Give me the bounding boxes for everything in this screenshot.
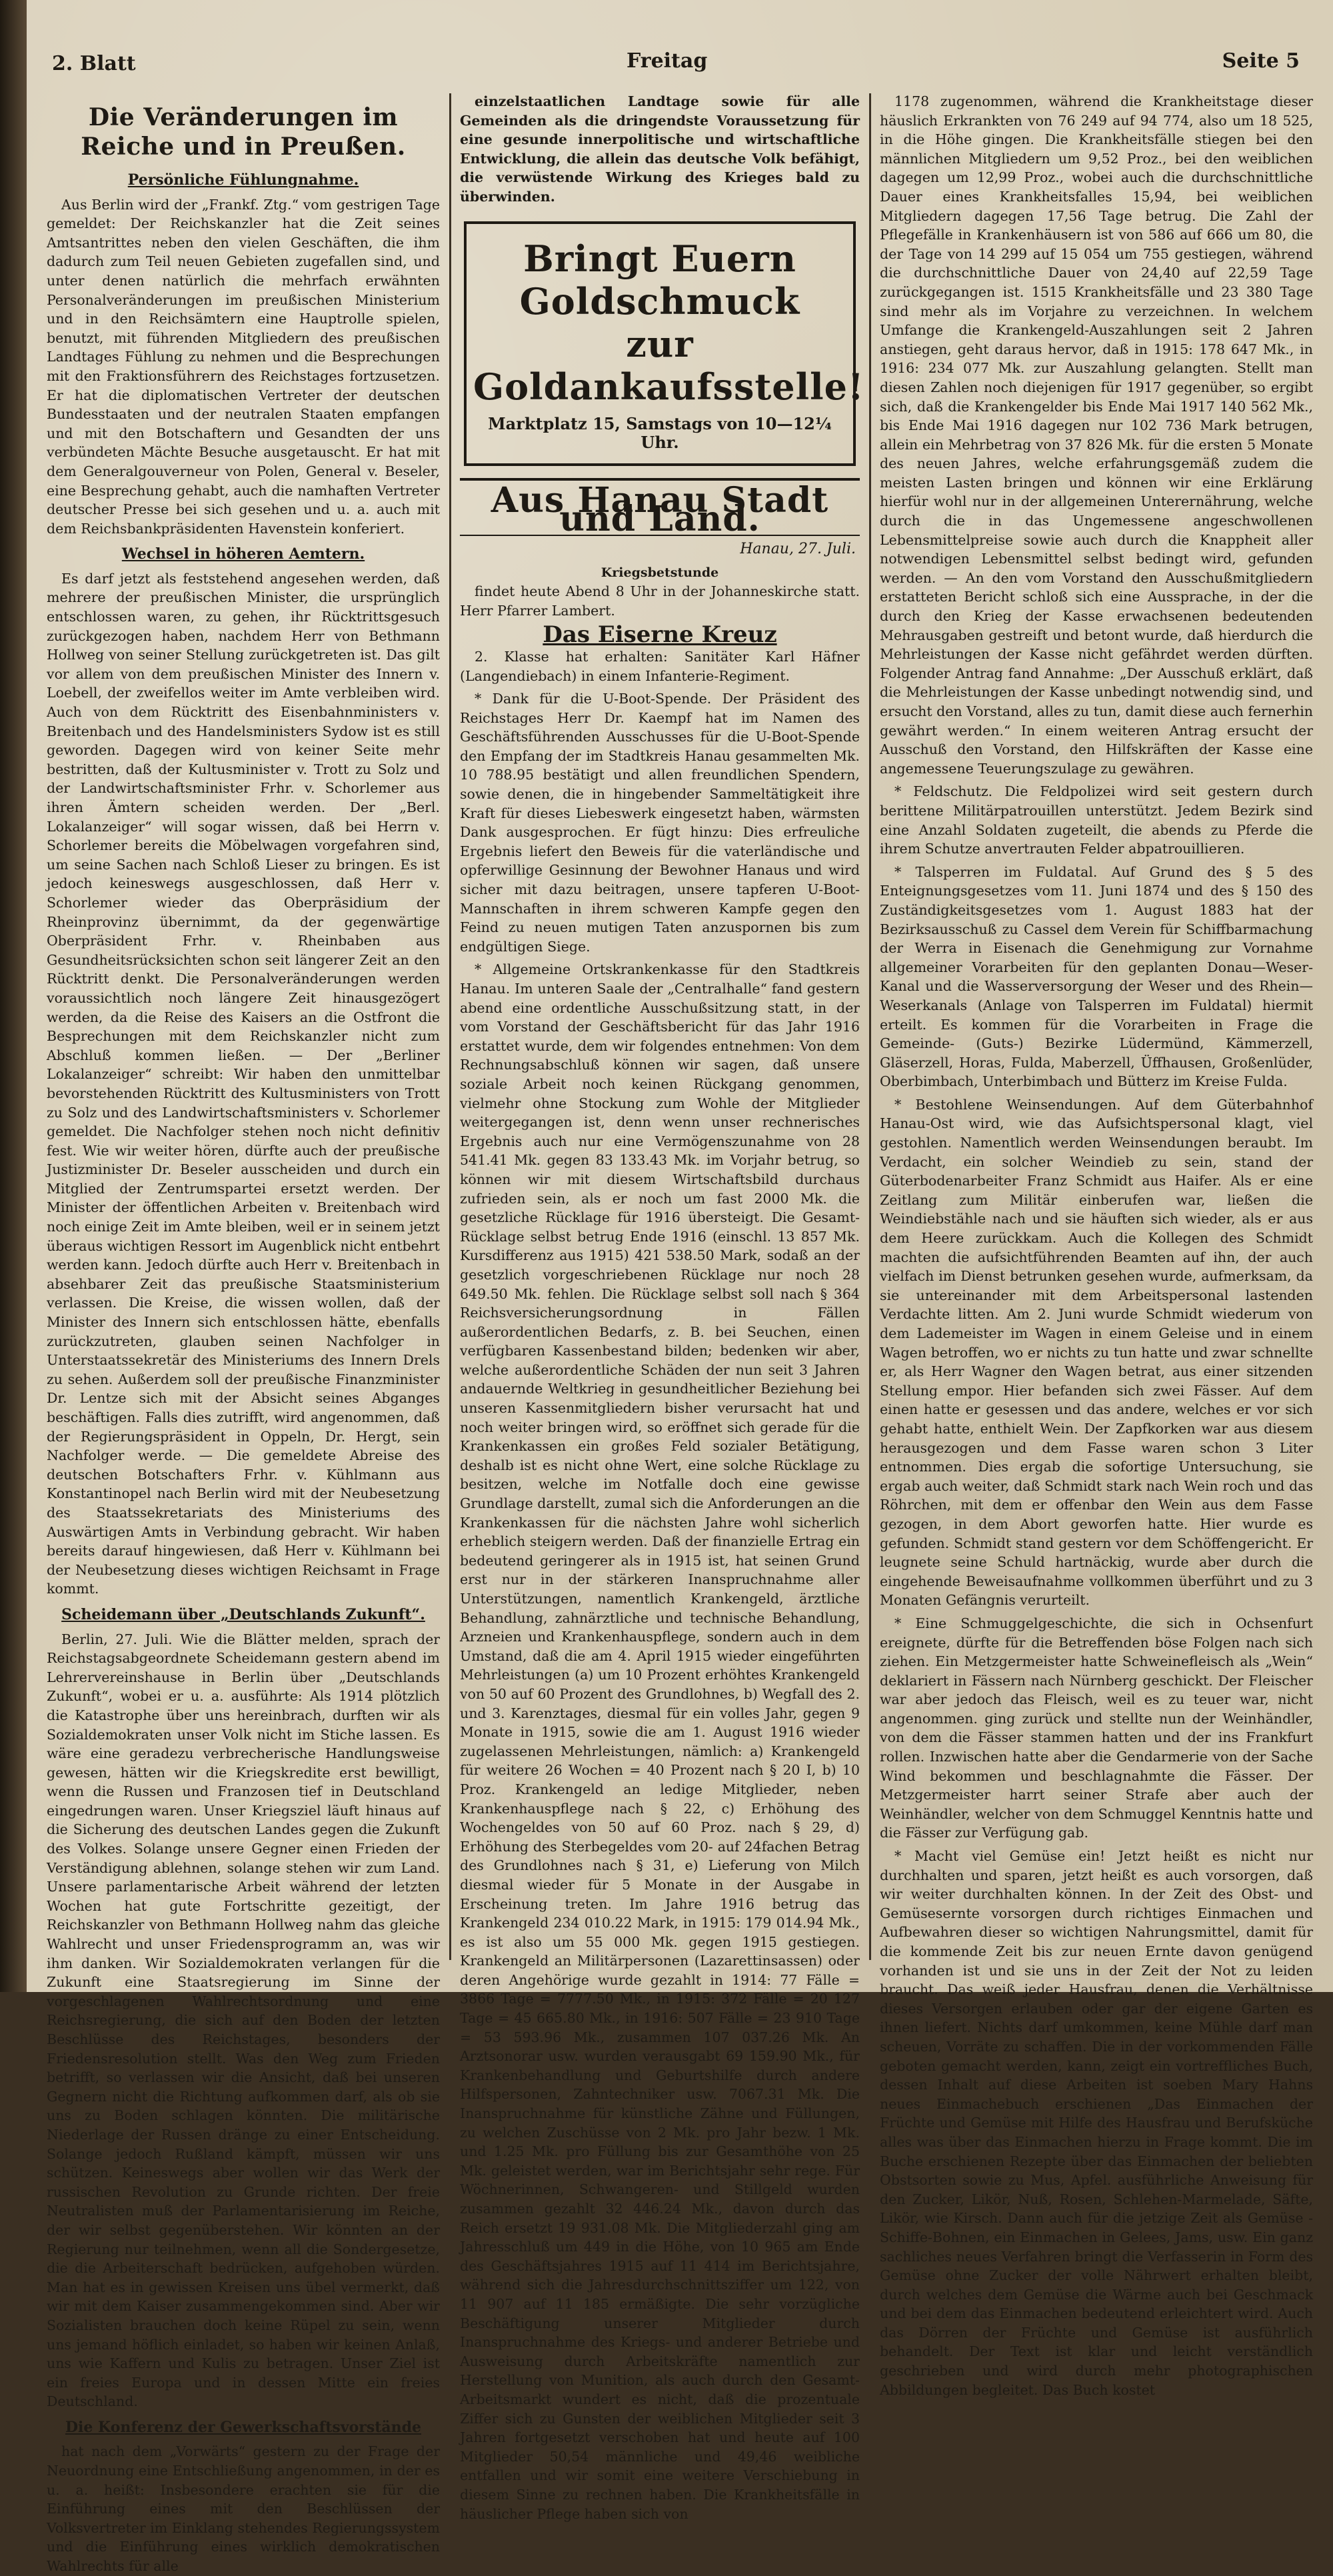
header-page-number: Seite 5 [1222, 49, 1300, 73]
column-1 [47, 93, 440, 2575]
article-paragraph: 2. Klasse hat erhalten: Sanitäter Karl Häfner (Langendiebach) in einem Infanterie-Regiment. [460, 648, 860, 684]
gold-advertisement [464, 221, 864, 466]
local-news-heading: Aus Hanau Stadt und Land. [460, 478, 860, 536]
article-paragraph: * Allgemeine Ortskrankenkasse für den Stadtkreis Hanau. Im unteren Saale der „Centralhalle“ fand gestern abend eine ordentliche Ausschußsitzung statt, in der vom Vorstand der Geschäftsbericht für das Jahr 1916 erstattet wurde, dem wir folgendes entnehmen: Von dem Rechnungsabschluß können wir sagen, daß unsere soziale Arbeit noch keinen Rückgang genommen, vielmehr ohne Stockung zum Wohle der Mitglieder weitergegangen ist, denn wenn unser rechnerisches Ergebnis auch nur eine Vermögenszunahme von 28 541.41 Mk. gegen 83 133.43 Mk. im Vorjahr betrug, so können wir mit diesem Wirtschaftsbild durchaus zufrieden sein, als er noch um fast 2000 Mk. die gesetzliche Rücklage für 1916 übersteigt. Die Gesamt-Rücklage selbst betrug Ende 1916 (einschl. 13 857 Mk. Kursdifferenz aus 1915) 421 538.50 Mark, sodaß an der gesetzlich vorgeschriebenen Rücklage nur noch 28 649.50 Mk. fehlen. Die Rücklage selbst soll nach § 364 Reichsversicherungsordnung in Fällen außerordentlichen Bedarfs, z. B. bei Seuchen, einen verfügbaren Kassenbestand bilden; bedenken wir aber, welche außerordentliche Schäden der nun seit 3 Jahren andauernde Weltkrieg in gesundheitlicher Beziehung bei unseren Kassenmitgliedern bisher verursacht hat und noch weiter bringen wird, so eröffnet sich gerade für die Krankenkassen ein großes Feld sozialer Betätigung, deshalb ist es nicht ohne Wert, eine solche Rücklage zu besitzen, welche im Notfalle doch eine gewisse Grundlage darstellt, zumal sich die Anforderungen an die Krankenkassen für die nächsten Jahre wohl sicherlich erheblich steigern werden. Daß der finanzielle Ertrag ein bedeutend geringerer als in 1915 ist, hat seinen Grund erst nur in der stärkeren Inanspruchnahme aller Unterstützungen, namentlich Krankengeld, ärztliche Behandlung, zahnärztliche und technische Behandlung, Arzneien und Krankenhauspflege, sondern auch in dem Umstand, daß die am 4. April 1915 wieder eingeführten Mehrleistungen (a) um 10 Prozent erhöhtes Krankengeld von 50 auf 60 Prozent des Grundlohnes, b) Wegfall des 2. und 3. Karenztages, diesmal für ein volles Jahr, gegen 9 Monate in 1915, sowie die am 1. August 1916 wieder zugelassenen Mehrleistungen, nämlich: a) Krankengeld für weitere 26 Wochen = 40 Prozent nach § 20 I, b) 10 Proz. Krankengeld an ledige Mitglieder, neben Krankenhauspflege nach § 22, c) Erhöhung des Wochengeldes von 50 auf 60 Proz. nach § 29, d) Erhöhung des Sterbegeldes vom 20- auf 24fachen Betrag des Grundlohnes nach § 31, e) Lieferung von Milch diesmal wieder für 5 Monate in der Ausgabe in Erscheinung treten. Im Jahre 1916 betrug das Krankengeld 234 010.22 Mark, in 1915: 179 014.94 Mk., es ist also um 55 000 Mk. gegen 1915 gestiegen. Krankengeld an Militärpersonen (Lazarettinsassen) oder deren Angehörige wurde gezahlt in 1914: 77 Fälle = 3866 Tage = 7777.50 Mk., in 1915: 372 Fälle = 20 127 Tage = 45 665.80 Mk., in 1916: 507 Fälle = 23 910 Tage = 53 593.96 Mk., zusammen 107 037.26 Mk. An Arztsonorar usw. wurden verausgabt 69 159.90 Mk., für Krankenbehandlung und Geburtshilfe durch andere Hilfspersonen, Zahntechniker usw. 7067.31 Mk. Die Inanspruchnahme für künstliche Zähne und Füllungen, zu welchen Zuschüsse von 2 Mk. pro Jahr bezw. 1 Mk. und 1.25 Mk. pro Füllung bis zur Gesamthöhe von 25 Mk. geleistet werden, war im Berichtsjahr sehr rege. Für Wöchnerinnen, Schwangeren- und Stillgeld wurden zusammen gezahlt 32 446.24 Mk., davon durch das Reich ersetzt 19 931.08 Mk. Die Mitgliederzahl ging am Jahresschluß um 449 in die Höhe, von 10 965 am Ende des Geschäftsjahres 1915 auf 11 414 im Berichtsjahre, während sich die Jahresdurchschnittsziffer um 122, von 11 907 auf 11 185 ermäßigte. Die sehr vorzügliche Beschäftigung unserer Mitglieder durch Inanspruchnahme des Kriegs- und anderer Betriebe und Ausweisung durch Arbeitskräfte namentlich zur Herstellung von Munition, als auch durch den Gesamt-Arbeitsmarkt wundert es nicht, daß die prozentuale Ziffer sich zu Gunsten der weiblichen Mitglieder seit 3 Jahren fortgesetzt verschoben hat und heute auf 100 Mitglieder 50,54 männliche und 49,46 weibliche entfallen und wir somit eine weitere Verschiebung in diesem Sinne zu rechnen haben. Die Krankheitsfälle in häuslicher Pflege haben sich von [460, 961, 860, 2522]
page-header [40, 47, 1320, 87]
header-weekday: Freitag [627, 49, 708, 73]
article-paragraph: * Dank für die U-Boot-Spende. Der Präsident des Reichstages Herr Dr. Kaempf hat im Namen des Geschäftsführenden Ausschusses für die U-Boot-Spende den Empfang der im Stadtkreis Hanau gesammelten Mk. 10 788.95 bestätigt und allen freundlichen Spendern, sowie denen, die in hingebender Sammeltätigkeit ihre Kraft für dieses Liebeswerk eingesetzt haben, wärmsten Dank ausgesprochen. Er fügt hinzu: Dies erfreuliche Ergebnis liefert den Beweis für die vaterländische und opferwillige Gesinnung der Bewohner Hanaus und wird sicher mit dazu beitragen, unsere tapferen U-Boot-Mannschaften in ihrem schweren Kampfe gegen den Feind zu neuen mutigen Taten anzuspornen bis zum endgültigen Siege. [460, 691, 860, 955]
article-paragraph: * Eine Schmuggelgeschichte, die sich in Ochsenfurt ereignete, dürfte für die Betreffenden böse Folgen nach sich ziehen. Ein Metzgermeister hatte Schweinefleisch als „Wein“ deklariert in Fässern nach Nürnberg geschickt. Der Fleischer war aber jedoch das Fleisch, weil es zu teuer war, nicht angenommen. ging zurück und stellte nun der Weinhändler, von dem die Fässer stammen hatten und der ins Frankfurt rollen. Inzwischen hatte aber die Gendarmerie von der Sache Wind bekommen und beschlagnahmte die Fässer. Der Metzgermeister harrt seiner Strafe aber auch der Weinhändler, welcher von dem Schmuggel Kenntnis hatte und die Fässer zur Verfügung gab. [880, 1615, 1313, 1841]
subheading-fuehlungnahme: Persönliche Fühlungnahme. [127, 171, 359, 189]
article-paragraph: Es darf jetzt als feststehend angesehen werden, daß mehrere der preußischen Minister, die ursprünglich entschlossen waren, zu gehen, ihr Rücktrittsgesuch zurückgezogen haben, nachdem Herr von Bethmann Hollweg von seiner Stellung zurückgetreten ist. Das gilt vor allem von dem preußischen Minister des Innern v. Loebell, der zweifellos weiter im Amte verbleiben wird. Auch von dem Rücktritt des Eisenbahnministers v. Breitenbach und des Handelsministers Sydow ist es still geworden. Dagegen wird von keiner Seite mehr bestritten, daß der Kultusminister v. Trott zu Solz und der Landwirtschaftsminister Frhr. v. Schorlemer aus ihren Ämtern scheiden werden. Der „Berl. Lokalanzeiger“ will sogar wissen, daß bei Herrn v. Schorlemer bereits die Möbelwagen vorgefahren sind, um seine Sachen nach Schloß Lieser zu bringen. Es ist jedoch keineswegs ausgeschlossen, daß Herr v. Schorlemer wieder das Oberpräsidium der Rheinprovinz übernimmt, da der gegenwärtige Oberpräsident Frhr. v. Rheinbaben aus Gesundheitsrücksichten schon seit längerer Zeit an den Rücktritt denkt. Die Personalveränderungen werden voraussichtlich noch längere Zeit hinausgezögert werden, da die Reise des Kaisers an die Ostfront die Besprechungen mit dem Reichskanzler nicht zum Abschluß kommen ließen. — Der „Berliner Lokalanzeiger“ schreibt: Wir haben den unmittelbar bevorstehenden Rücktritt des Kultusministers von Trott zu Solz und des Landwirtschaftsministers v. Schorlemer gemeldet. Die Nachfolger stehen noch nicht definitiv fest. Wie wir weiter hören, dürfte auch der preußische Justizminister Dr. Beseler ausscheiden und durch ein Mitglied der Zentrumspartei ersetzt werden. Der Minister der öffentlichen Arbeiten v. Breitenbach wird noch einige Zeit im Amte bleiben, weil er in seinem jetzt überaus wichtigen Ressort im Augenblick nicht entbehrt werden kann. Jedoch dürfte auch Herr v. Breitenbach in absehbarer Zeit das preußische Staatsministerium verlassen. Die Kreise, die wissen wollen, daß der Minister des Innern sich entschlossen hätte, ebenfalls zurückzutreten, glauben seinen Nachfolger in Unterstaatssekretär des Ministeriums des Innern Drels zu sehen. Außerdem soll der preußische Finanzminister Dr. Lentze sich mit der Absicht seines Abganges beschäftigen. Falls dies zutrifft, wird angenommen, daß der Regierungspräsident in Oppeln, Dr. Hergt, sein Nachfolger werde. — Die gemeldete Abreise des deutschen Botschafters Frhr. v. Kühlmann aus Konstantinopel nach Berlin wird mit der Neubesetzung des Staatssekretariats des Ministeriums des Auswärtigen Amts in Verbindung gebracht. Wir haben bereits darauf hingewiesen, daß Herr v. Kühlmann bei der Neubesetzung dieses wichtigen Reichsamt in Frage kommt. [47, 570, 440, 1597]
kriegsbetstunde-heading: Kriegsbetstunde [601, 565, 719, 580]
article-paragraph: einzelstaatlichen Landtage sowie für alle Gemeinden als die dringendste Voraussetzung für eine gesunde innerpolitische und wirtschaftliche Entwicklung, die allein das deutsche Volk befähigt, die verwüstende Wirkung des Krieges bald zu überwinden. [460, 93, 860, 205]
column-rule-2 [869, 93, 871, 1960]
newspaper-page [27, 0, 1333, 2575]
article-paragraph: * Talsperren im Fuldatal. Auf Grund des § 5 des Enteignungsgesetzes vom 11. Juni 1874 und des § 150 des Zuständigkeitsgesetzes vom 1. August 1883 hat der Bezirksausschuß zu Cassel dem Verein für Schiffbarmachung der Werra in Eisenach die Genehmigung zur Vornahme allgemeiner Vorarbeiten für den geplanten Donau—Weser-Kanal und die Wasserversorgung der Weser und des Rhein—Weserkanals (Anlage von Talsperren im Fuldatal) hiermit erteilt. Es kommen für die Vorarbeiten in Frage die Gemeinde- (Guts-) Bezirke Lüdermünd, Kämmerzell, Gläserzell, Horas, Fulda, Maberzell, Üffhausen, Großenlüder, Oberbimbach, Unterbimbach und Bütterz im Kreise Fulda. [880, 863, 1313, 1090]
ad-line-3: Marktplatz 15, Samstags von 10—12¼ Uhr. [488, 413, 832, 453]
article-paragraph: * Feldschutz. Die Feldpolizei wird seit gestern durch berittene Militärpatrouillen unterstützt. Jedem Bezirk sind eine Anzahl Soldaten zugeteilt, die abends zu Pferde die ihrem Schutze anvertrauten Felder abpatrouillieren. [880, 783, 1313, 857]
article-paragraph: Berlin, 27. Juli. Wie die Blätter melden, sprach der Reichstagsabgeordnete Scheidemann gestern abend im Lehrervereinshause in Berlin über „Deutschlands Zukunft“, wobei er u. a. ausführte: Als 1914 plötzlich die Katastrophe über uns hereinbrach, durften wir als Sozialdemokraten unser Volk nicht im Stiche lassen. Es wäre eine geradezu verbrecherische Handlungsweise gewesen, hätten wir die Kriegskredite erst bewilligt, wenn die Russen und Franzosen tief in Deutschland eingedrungen waren. Unser Kriegsziel läuft hinaus auf die Sicherung des deutschen Landes gegen die Zukunft des Volkes. Solange unsere Gegner einen Frieden der Verständigung ablehnen, solange stehen wir zum Land. Unsere parlamentarische Arbeit während der letzten Wochen hat gute Fortschritte gezeitigt, der Reichskanzler von Bethmann Hollweg nahm das gleiche Wahlrecht und unser Friedensprogramm an, was wir ihm danken. Wir Sozialdemokraten verlangen für die Zukunft eine Staatsregierung im Sinne der vorgeschlagenen Wahlrechtsordnung und eine Reichsregierung, die sich auf den Boden der letzten Beschlüsse des Reichstages, besonders der Friedensresolution stellt. Was den Weg zum Frieden betrifft, so verlassen wir die Ansicht, daß bei unseren Gegnern nicht die Richtung aufkommen darf, als ob sie uns zu Boden schlagen könnten. Die militärische Niederlage der Russen dränge zu einer Entscheidung. Solange jedoch Rußland kämpft, müssen wir uns schützen. Keineswegs aber wollen wir das Werk der russischen Revolution zu Grunde richten. Der freie Neutralisten muß der Parlamentarisierung im Reiche, der wir selbst gegenüberstehen. Wir könnten an der Regierung nur teilnehmen, wenn all die Sondergesetze, die die Arbeiterschaft bedrücken, aufgehoben würden. Man hat es in gewissen Kreisen uns übel vermerkt, daß wir mit dem Kaiser zusammengekommen sind. Aber wir Sozialisten brauchen doch keine Rüpel zu sein, wenn uns jemand höflich einladet, so haben wir keinen Anlaß, uns wie Kaffern und Kulis zu betragen. Unser Ziel ist ein freies Europa und in dessen Mitte ein freies Deutschland. [47, 1631, 440, 2410]
ad-line-1: Bringt Euern Goldschmuck [519, 237, 800, 323]
subheading-scheidemann: Scheidemann über „Deutschlands Zukunft“. [61, 1605, 425, 1623]
article-paragraph: Aus Berlin wird der „Frankf. Ztg.“ vom gestrigen Tage gemeldet: Der Reichskanzler hat die Zeit seines Amtsantrittes neben den vielen Geschäften, die ihm dadurch zum Teil neuen Gebieten zugefallen sind, und unter denen natürlich die mehrfach erwähnten Personalveränderungen im preußischen Ministerium und in den Reichsämtern eine Hauptrolle spielen, benutzt, mit führenden Mitgliedern des preußischen Landtages Fühlung zu nehmen und die Besprechungen mit den Fraktionsführern des Reichstages fortzusetzen. Er hat die diplomatischen Vertreter der deutschen Bundesstaaten und der neutralen Staaten empfangen und mit den Botschaftern und Gesandten der uns verbündeten Mächte Besuche ausgetauscht. Er hat mit dem Generalgouverneur von Polen, General v. Beseler, eine Besprechung gehabt, auch die namhaften Vertreter deutscher Presse bei sich gesehen und u. a. auch mit dem Reichsbankpräsidenten Havenstein konferiert. [47, 196, 440, 537]
column-rule-1 [449, 93, 451, 1960]
book-binding [0, 0, 27, 1992]
header-left: 2. Blatt [52, 52, 136, 75]
article-paragraph: * Macht viel Gemüse ein! Jetzt heißt es nicht nur durchhalten und sparen, jetzt heißt es auch vorsorgen, daß wir weiter durchhalten können. In der Zeit des Obst- und Gemüsesernte vorsorgen durch richtiges Einmachen und Aufbewahren dieser so wichtigen Nahrungsmittel, damit für die kommende Zeit bis zur neuen Ernte davon genügend vorhanden ist und sie uns in der Zeit der Not zu leiden braucht. Das weiß jeder Hausfrau, denen die Verhältnisse dieses Versorgen erlauben oder gar der eigene Garten es ihnen liefert. Nichts darf umkommen, keine Mühle darf man scheuen, Vorräte zu schaffen. Die in der vorkommenden Fälle geboten gemacht werden, kann, zeigt ein vortreffliches Buch, dessen Inhalt auf diese Arbeiten ist soeben Mary Hahns neues Einmachebuch erschienen „Das Einmachen der Früchte und Gemüse mit Hilfe des Hausfrau und Berufsküche alles was über das Einmachen hierzu in Frage kommt. Die im Buche erschienen Rezepte über das Einmachen der beliebten Obstsorten sowie zu Mus, Apfel. ausführliche Anweisung für den Zucker, Likör, Nuß, Rosen, Schlehen-Marmelade, Säfte, Likör, wie Kirsch. Dann auch für die jetzige Zeit als Gemüse - Schiffe-Bohnen, ein Einmachen in Gelees, Jams, usw. Ein ganz sachliches neues Verfahren bringt die Verfasserin in Form des Gemüse ohne Zucker der volle Nährwert erhalten bleibt, durch welches dem Gemüse die Wärme auch bei Geschmack und bei dem das Einmachen bedeutend erleichtert wird. Auch das Dörren der Früchte und Gemüse ist ausführlich behandelt. Der Text ist klar und leicht verständlich geschrieben und wird durch mehr photographischen Abbildungen begleitet. Das Buch kostet [880, 1848, 1313, 2398]
subheading-konferenz: Die Konferenz der Gewerkschaftsvorstände [65, 2418, 422, 2436]
article-paragraph: 1178 zugenommen, während die Krankheitstage dieser häuslich Erkrankten von 76 249 auf 94 774, also um 18 525, in die Höhe gingen. Die Krankheitsfälle stiegen bei den männlichen Mitgliedern um 9,52 Proz., bei den weiblichen dagegen um 12,99 Proz., wobei auch die durchschnittliche Dauer eines Krankheitsfalles 15,94, bei weiblichen Mitgliedern dagegen 17,56 Tage betrug. Die Zahl der Pflegefälle in Krankenhäusern ist von 586 auf 666 um 80, die der Tage von 14 299 auf 15 054 um 755 gestiegen, während die durchschnittliche Dauer von 24,40 auf 22,59 Tage zurückgegangen ist. 1515 Krankheitsfälle und 23 380 Tage sind mehr als im Vorjahre zu verzeichnen. In welchem Umfange die Krankengeld-Auszahlungen seit 2 Jahren anstiegen, geht daraus hervor, daß in 1915: 178 647 Mk., in 1916: 234 077 Mk. zur Auszahlung gelangten. Stellt man diesen Zahlen noch diejenigen für 1917 gegenüber, so ergibt sich, daß die Krankengelder bis Ende Mai 1917 140 562 Mk., bis Ende Mai 1916 dagegen nur 102 736 Mark betrugen, allein ein Mehrbetrag von 37 826 Mk. für die ersten 5 Monate des neuen Jahres, welche erfahrungsgemäß zudem die meisten Lasten bringen und können wir eine Erklärung hierfür wohl nur in der allgemeinen Unterernährung, welche durch die in das Ungemessene angeschwollenen Lebensmittelpreise sowie auch durch die Knappheit aller notwendigen Lebensmittel selbst bedingt wird, gefunden werden. — An den vom Vorstand den Ausschußmitgliedern erstatteten Bericht schloß sich eine Aussprache, in der die durch den Krieg der Kasse erwachsenen bedeutenden Mehrausgaben gestreift und betont wurde, daß hierdurch die Mehrleistungen der Kasse nicht gefährdet werden dürften. Folgender Antrag fand Annahme: „Der Ausschuß erklärt, daß die Mehrleistungen der Kasse unbedingt notwendig sind, und ersucht den Vorstand, alles zu tun, damit diese auch fernerhin gewährt werden.“ In einem weiteren Antrag ersucht der Ausschuß den Vorstand, den Hilfskräften der Kasse eine angemessene Teuerungszulage zu gewähren. [880, 93, 1313, 777]
column-3 [880, 92, 1313, 2398]
ad-line-2: zur Goldankaufsstelle! [473, 322, 864, 408]
eisernes-kreuz-heading: Das Eiserne Kreuz [543, 621, 777, 649]
dateline: Hanau, 27. Juli. [740, 540, 856, 557]
column-2 [460, 92, 864, 2522]
article-paragraph: findet heute Abend 8 Uhr in der Johanneskirche statt. Herr Pfarrer Lambert. [460, 583, 860, 619]
article-paragraph: * Bestohlene Weinsendungen. Auf dem Güterbahnhof Hanau-Ost wird, wie das Aufsichtspersonal klagt, viel gestohlen. Namentlich werden Weinsendungen beraubt. Im Verdacht, ein solcher Weindieb zu sein, stand der Güterbodenarbeiter Franz Schmidt aus Haifer. Als er eine Zeitlang zum Militär einberufen war, ließen die Weindiebstähle nach und sie häuften sich wieder, als er aus dem Heere zurückkam. Auch die Kollegen des Schmidt machten die aufsichtführenden Beamten auf ihn, der auch vielfach im Dienst betrunken gesehen wurde, aufmerksam, da sie untereinander mit dem Arbeitspersonal lastenden Verdachte litten. Am 2. Juni wurde Schmidt wiederum von dem Lademeister im Wagen in einem Geleise und in einem Wagen betroffen, wo er nichts zu tun hatte und zwar schnellte er, als Herr Wagner den Wagen betrat, aus einer sitzenden Stellung empor. Hier befanden sich zwei Fässer. Auf dem einen hatte er gesessen und das andere, welches er vor sich gehabt hatte, enthielt Wein. Der Zapfkorken war aus diesem herausgezogen und dem Fasse waren schon 3 Liter entnommen. Dies ergab die sofortige Untersuchung, sie ergab auch weiter, daß Schmidt stark nach Wein roch und das Röhrchen, mit dem er offenbar den Wein aus dem Fasse gezogen, in dem Abort geworfen hatte. Hier wurde es gefunden. Schmidt stand gestern vor dem Schöffengericht. Er leugnete seine Schuld hartnäckig, wurde aber durch die eingehende Beweisaufnahme vollkommen überführt und zu 3 Monaten Gefängnis verurteilt. [880, 1096, 1313, 1609]
article-paragraph: hat nach dem „Vorwärts“ gestern zu der Frage der Neuordnung eine Entschließung angenommen, in der es u. a. heißt: Insbesondere erachten sie für die Einführung eines mit den Beschlüssen der Volksvertreter im Einklang stehendes Regierungssystem und die Einführung eines wirklich demokratischen Wahlrechts für alle [47, 2443, 440, 2575]
subheading-wechsel: Wechsel in höheren Aemtern. [121, 545, 365, 563]
main-headline: Die Veränderungen im Reiche und in Preußen. [81, 103, 406, 161]
